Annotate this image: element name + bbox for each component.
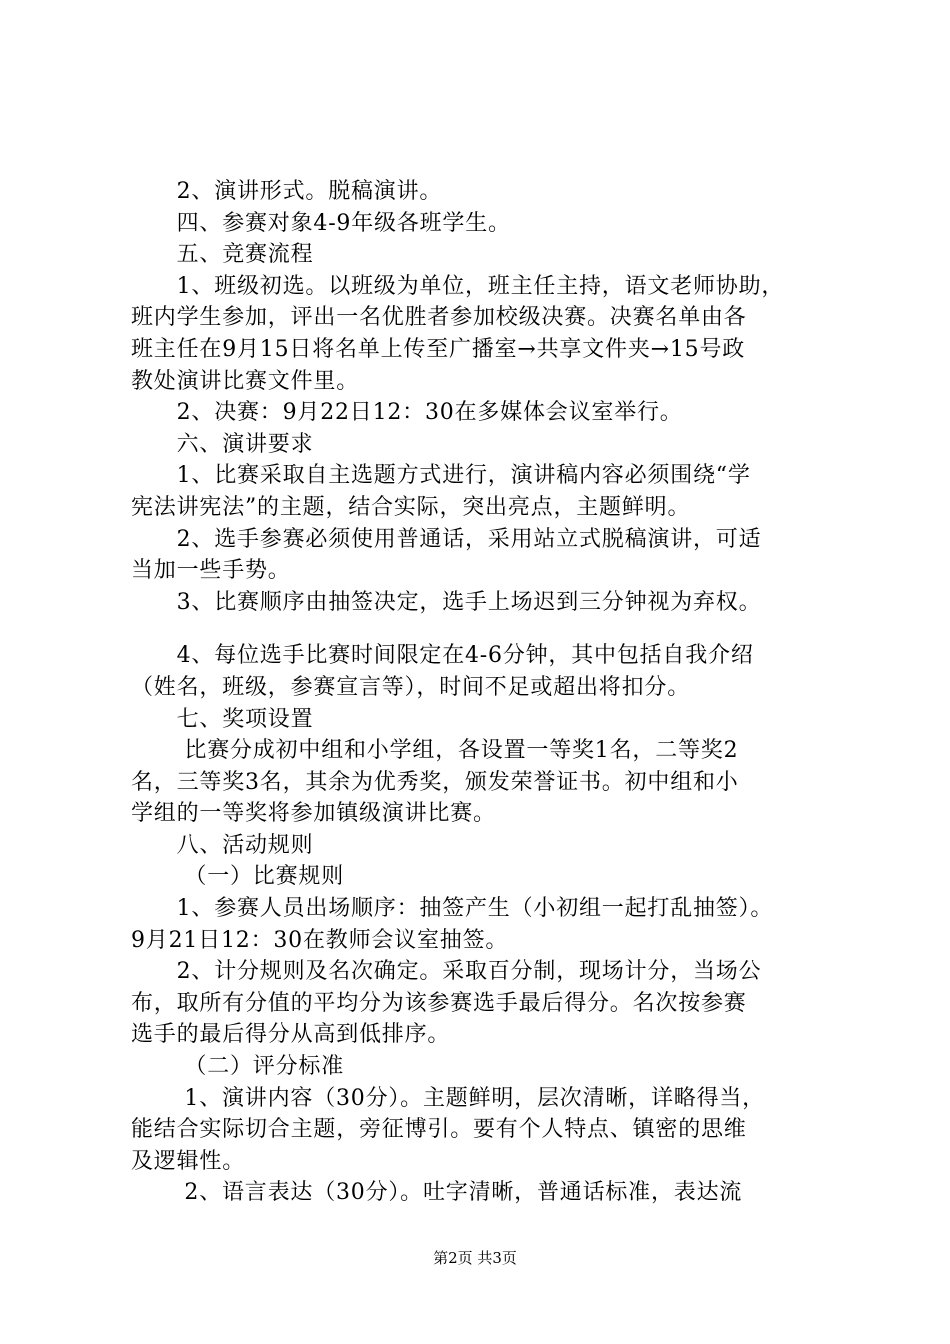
text-line: 2、决赛：9月22日12：30在多媒体会议室举行。 [131, 400, 683, 426]
text-line: 选手的最后得分从高到低排序。 [131, 1022, 451, 1048]
blank-line [131, 618, 841, 640]
text-line: 学组的一等奖将参加镇级演讲比赛。 [131, 801, 496, 827]
text-line: 1、比赛采取自主选题方式进行，演讲稿内容必须围绕“学 [131, 463, 751, 489]
text-line: 2、语言表达（30分）。吐字清晰，普通话标准，表达流 [131, 1180, 743, 1206]
text-line: 2、计分规则及名次确定。采取百分制，现场计分，当场公 [131, 959, 762, 985]
text-line: 布，取所有分值的平均分为该参赛选手最后得分。名次按参赛 [131, 990, 747, 1016]
text-line: 班主任在9月15日将名单上传至广播室→共享文件夹→15号政 [131, 336, 746, 362]
text-line: 宪法讲宪法”的主题，结合实际，突出亮点，主题鲜明。 [131, 494, 691, 520]
text-line: 2、选手参赛必须使用普通话，采用站立式脱稿演讲，可适 [131, 526, 762, 552]
text-line: 比赛分成初中组和小学组，各设置一等奖1名，二等奖2 [131, 738, 739, 764]
text-line: 六、演讲要求 [131, 431, 314, 457]
text-line: 教处演讲比赛文件里。 [131, 368, 360, 394]
text-line: （一）比赛规则 [131, 864, 344, 890]
text-line: 3、比赛顺序由抽签决定，选手上场迟到三分钟视为弃权。 [131, 589, 762, 615]
text-line: 4、每位选手比赛时间限定在4-6分钟，其中包括自我介绍 [131, 643, 754, 669]
text-line: 1、参赛人员出场顺序：抽签产生（小初组一起打乱抽签）。 [131, 896, 774, 922]
page-footer: 第2页 共3页 [433, 1249, 517, 1267]
text-line: 及逻辑性。 [131, 1148, 246, 1174]
text-line: 七、奖项设置 [131, 706, 314, 732]
text-line: 当加一些手势。 [131, 558, 291, 584]
text-line: （二）评分标准 [131, 1054, 344, 1080]
text-line: 1、班级初选。以班级为单位，班主任主持，语文老师协助， [131, 273, 785, 299]
text-line: 四、参赛对象4-9年级各班学生。 [131, 210, 511, 236]
text-line: 2、演讲形式。脱稿演讲。 [131, 179, 443, 204]
text-line: 五、竞赛流程 [131, 242, 314, 268]
text-line: 1、演讲内容（30分）。主题鲜明，层次清晰，详略得当， [131, 1085, 765, 1111]
text-line: 9月21日12：30在教师会议室抽签。 [131, 927, 509, 953]
text-line: 班内学生参加，评出一名优胜者参加校级决赛。决赛名单由各 [131, 305, 747, 331]
text-line: （姓名，班级，参赛宣言等），时间不足或超出将扣分。 [131, 674, 691, 700]
text-line: 能结合实际切合主题，旁征博引。要有个人特点、镇密的思维 [131, 1117, 747, 1143]
text-line: 名，三等奖3名，其余为优秀奖，颁发荣誉证书。初中组和小 [131, 769, 739, 795]
document-body [131, 176, 841, 1209]
text-line: 八、活动规则 [131, 832, 314, 858]
